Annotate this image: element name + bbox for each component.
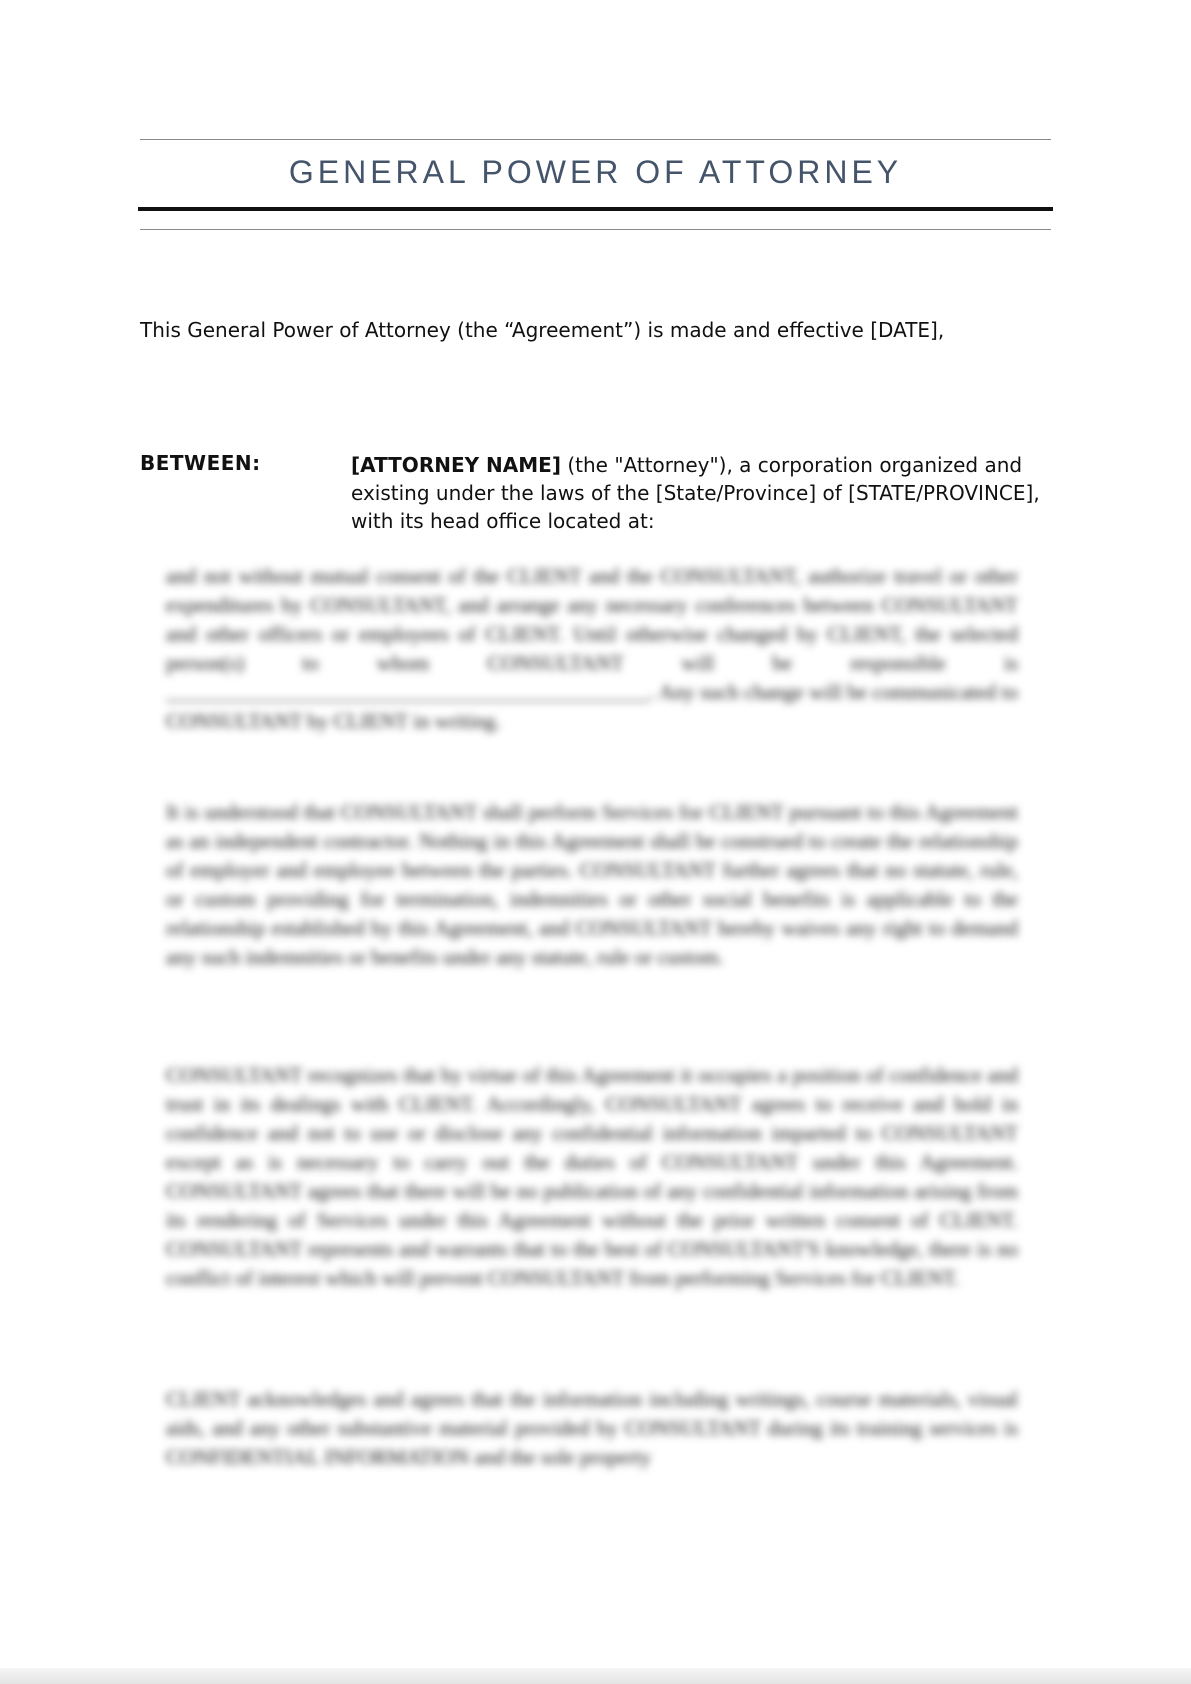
title-rule-top [140,139,1051,140]
between-party-description [351,451,1051,535]
between-label: BETWEEN: [140,451,261,475]
blurred-paragraph: CONSULTANT recognizes that by virtue of this Agreement it occupies a position of confidence and trust in its dealings with CLIENT. Accordingly, CONSULTANT agrees to receive and hold in confidence and not to use or disclose any confidential information imparted to CONSULTANT except as is necessary to carry out the duties of CONSULTANT under this Agreement. CONSULTANT agrees that there will be no publication of any confidential information arising from its rendering of Services under this Agreement without the prior written consent of CLIENT. CONSULTANT represents and warrants that to the best of CONSULTANT'S knowledge, there is no conflict of interest which will prevent CONSULTANT from performing Services for CLIENT. [166,1063,1018,1290]
blurred-paragraph: and not without mutual consent of the CLIENT and the CONSULTANT, authorize travel or other expenditures by CONSULTANT, and arrange any necessary conferences between CONSULTANT and other officers or employees of CLIENT. Until otherwise changed by CLIENT, the selected person(s) to whom CONSULTANT will be responsible is ______________________________________________. Any such change will be communicated to CONSULTANT by CLIENT in writing. [166,564,1018,733]
page-bottom-edge [0,1668,1191,1684]
title-rule-thick [138,207,1053,211]
blurred-paragraph: CLIENT acknowledges and agrees that the information including writings, course materials, visual aids, and any other substantive material provided by CONSULTANT during its training services is CONFIDENTIAL INFORMATION and the sole property [166,1387,1018,1469]
attorney-details: (the "Attorney"), a corporation organized and existing under the laws of the [State/Province] of [STATE/PROVINCE], with its head office located at: [351,453,1040,533]
document-title: GENERAL POWER OF ATTORNEY [288,154,903,190]
blurred-paragraph: It is understood that CONSULTANT shall perform Services for CLIENT pursuant to this Agreement as an independent contractor. Nothing in this Agreement shall be construed to create the relationship of employer and employee between the parties. CONSULTANT further agrees that no statute, rule, or custom providing for termination, indemnities or other social benefits is applicable to the relationship established by this Agreement, and CONSULTANT hereby waives any right to demand any such indemnities or benefits under any statute, rule or custom. [166,800,1018,969]
intro-paragraph: This General Power of Attorney (the “Agreement”) is made and effective [DATE], [140,318,945,342]
attorney-name: [ATTORNEY NAME] [351,453,561,477]
title-rule-bottom [140,229,1051,230]
